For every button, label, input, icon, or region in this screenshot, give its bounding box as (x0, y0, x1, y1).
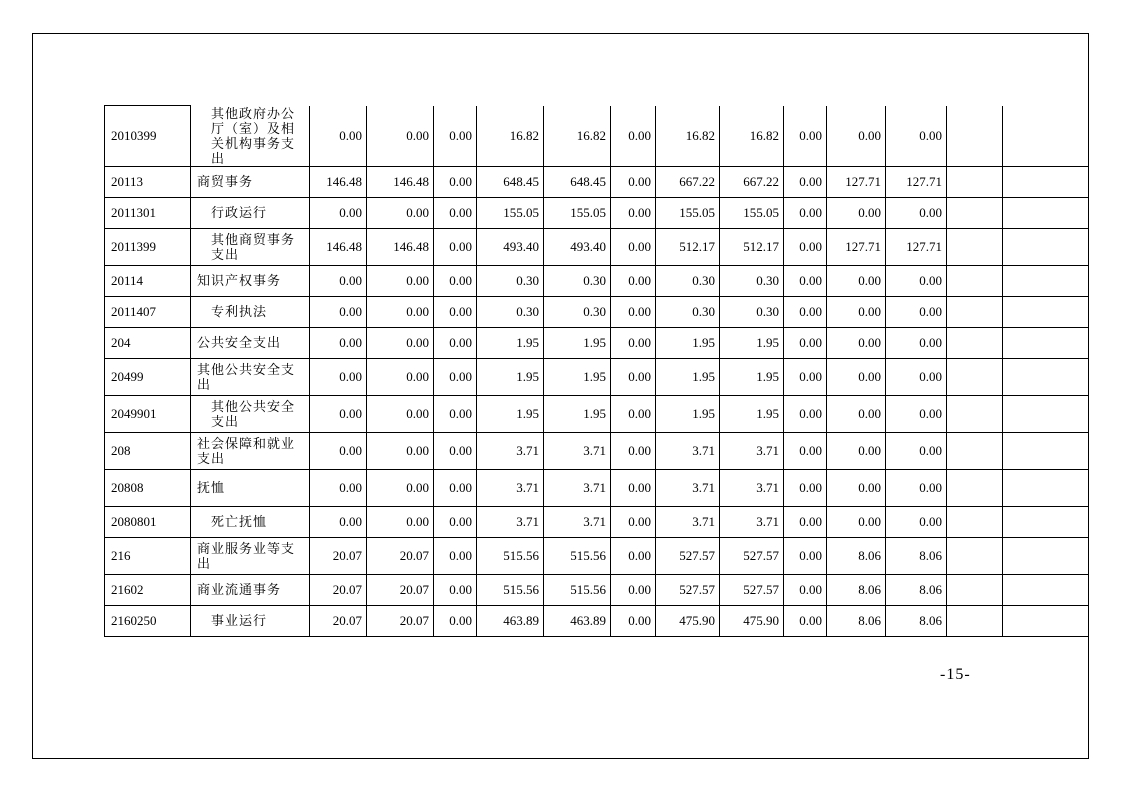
value-cell: 0.30 (656, 265, 720, 296)
value-cell: 0.00 (611, 469, 656, 506)
value-cell: 0.00 (827, 296, 886, 327)
value-cell (947, 106, 1003, 167)
value-cell (1003, 537, 1089, 574)
value-cell: 0.00 (434, 265, 477, 296)
row-name: 社会保障和就业支出 (191, 432, 310, 469)
value-cell (1003, 358, 1089, 395)
row-code: 2011407 (105, 296, 191, 327)
value-cell: 0.00 (310, 395, 367, 432)
value-cell: 0.00 (611, 358, 656, 395)
value-cell: 667.22 (720, 166, 784, 197)
value-cell: 20.07 (310, 574, 367, 605)
value-cell: 0.00 (611, 506, 656, 537)
value-cell (1003, 605, 1089, 636)
value-cell: 0.00 (434, 395, 477, 432)
value-cell: 0.00 (611, 166, 656, 197)
value-cell (1003, 265, 1089, 296)
value-cell: 0.00 (827, 395, 886, 432)
table-row (105, 327, 1089, 358)
value-cell: 0.00 (434, 469, 477, 506)
value-cell: 0.00 (611, 537, 656, 574)
value-cell: 0.00 (784, 358, 827, 395)
value-cell (947, 605, 1003, 636)
table-row (105, 574, 1089, 605)
value-cell: 0.00 (310, 327, 367, 358)
row-name: 其他政府办公厅（室）及相关机构事务支出 (191, 106, 310, 167)
table-row (105, 265, 1089, 296)
table-row (105, 166, 1089, 197)
value-cell: 0.00 (310, 106, 367, 167)
value-cell: 3.71 (544, 506, 611, 537)
value-cell: 3.71 (544, 432, 611, 469)
value-cell (1003, 106, 1089, 167)
row-code: 2011399 (105, 228, 191, 265)
table-row (105, 228, 1089, 265)
value-cell: 1.95 (720, 395, 784, 432)
table-row (105, 358, 1089, 395)
value-cell: 0.00 (367, 432, 434, 469)
row-name: 知识产权事务 (191, 265, 310, 296)
value-cell: 0.00 (434, 228, 477, 265)
row-code: 20808 (105, 469, 191, 506)
value-cell (1003, 296, 1089, 327)
value-cell: 0.00 (310, 265, 367, 296)
value-cell: 146.48 (310, 166, 367, 197)
row-code: 20499 (105, 358, 191, 395)
value-cell: 155.05 (656, 197, 720, 228)
value-cell (947, 197, 1003, 228)
value-cell (1003, 506, 1089, 537)
value-cell: 0.00 (367, 327, 434, 358)
row-code: 2010399 (105, 106, 191, 167)
row-code: 204 (105, 327, 191, 358)
row-name: 其他商贸事务支出 (191, 228, 310, 265)
value-cell: 0.30 (720, 296, 784, 327)
row-name: 行政运行 (191, 197, 310, 228)
value-cell: 16.82 (720, 106, 784, 167)
value-cell: 0.00 (367, 265, 434, 296)
table-row (105, 605, 1089, 636)
budget-table (104, 105, 1089, 637)
value-cell: 0.00 (886, 469, 947, 506)
value-cell: 648.45 (477, 166, 544, 197)
value-cell (947, 469, 1003, 506)
table-row (105, 537, 1089, 574)
value-cell: 0.00 (784, 574, 827, 605)
row-name: 公共安全支出 (191, 327, 310, 358)
value-cell: 3.71 (544, 469, 611, 506)
value-cell: 0.00 (434, 166, 477, 197)
value-cell: 0.00 (784, 106, 827, 167)
value-cell: 3.71 (720, 432, 784, 469)
value-cell: 0.00 (886, 106, 947, 167)
value-cell: 1.95 (477, 327, 544, 358)
value-cell: 475.90 (720, 605, 784, 636)
value-cell: 0.00 (784, 506, 827, 537)
value-cell: 475.90 (656, 605, 720, 636)
table-row (105, 296, 1089, 327)
value-cell (947, 296, 1003, 327)
value-cell: 0.00 (310, 358, 367, 395)
value-cell: 0.00 (886, 197, 947, 228)
value-cell: 155.05 (544, 197, 611, 228)
value-cell (1003, 327, 1089, 358)
value-cell (1003, 574, 1089, 605)
value-cell: 146.48 (367, 228, 434, 265)
value-cell: 3.71 (720, 469, 784, 506)
value-cell (947, 327, 1003, 358)
row-code: 21602 (105, 574, 191, 605)
value-cell: 0.00 (827, 432, 886, 469)
value-cell: 0.30 (477, 296, 544, 327)
value-cell: 527.57 (720, 537, 784, 574)
value-cell: 1.95 (656, 358, 720, 395)
row-name: 其他公共安全支出 (191, 395, 310, 432)
value-cell: 20.07 (367, 574, 434, 605)
value-cell: 20.07 (310, 605, 367, 636)
value-cell: 527.57 (656, 574, 720, 605)
table-row (105, 432, 1089, 469)
value-cell: 527.57 (720, 574, 784, 605)
value-cell: 0.00 (784, 197, 827, 228)
value-cell: 0.00 (434, 106, 477, 167)
table-row (105, 197, 1089, 228)
value-cell: 1.95 (656, 327, 720, 358)
value-cell: 515.56 (477, 574, 544, 605)
value-cell: 155.05 (477, 197, 544, 228)
value-cell: 0.00 (827, 265, 886, 296)
value-cell: 0.00 (367, 106, 434, 167)
value-cell: 0.00 (434, 537, 477, 574)
value-cell: 0.00 (310, 432, 367, 469)
value-cell: 20.07 (367, 537, 434, 574)
value-cell: 493.40 (544, 228, 611, 265)
value-cell: 463.89 (544, 605, 611, 636)
value-cell: 0.00 (434, 574, 477, 605)
value-cell (1003, 395, 1089, 432)
value-cell: 0.00 (367, 296, 434, 327)
value-cell: 0.00 (784, 296, 827, 327)
value-cell: 8.06 (886, 537, 947, 574)
table-row (105, 506, 1089, 537)
value-cell: 3.71 (477, 506, 544, 537)
value-cell: 1.95 (544, 395, 611, 432)
value-cell: 0.00 (367, 395, 434, 432)
row-code: 20113 (105, 166, 191, 197)
row-name: 商贸事务 (191, 166, 310, 197)
value-cell: 527.57 (656, 537, 720, 574)
value-cell: 0.00 (310, 469, 367, 506)
value-cell: 20.07 (310, 537, 367, 574)
value-cell (947, 265, 1003, 296)
value-cell: 493.40 (477, 228, 544, 265)
value-cell (1003, 432, 1089, 469)
value-cell: 127.71 (886, 228, 947, 265)
value-cell: 3.71 (656, 469, 720, 506)
row-name: 其他公共安全支出 (191, 358, 310, 395)
value-cell: 515.56 (544, 537, 611, 574)
value-cell: 0.00 (886, 432, 947, 469)
value-cell (947, 574, 1003, 605)
value-cell: 0.00 (367, 358, 434, 395)
value-cell: 146.48 (310, 228, 367, 265)
value-cell: 0.00 (434, 358, 477, 395)
value-cell: 0.00 (434, 327, 477, 358)
value-cell: 0.00 (611, 395, 656, 432)
value-cell: 0.00 (827, 469, 886, 506)
value-cell: 0.00 (611, 327, 656, 358)
value-cell: 0.00 (434, 605, 477, 636)
value-cell: 0.00 (784, 537, 827, 574)
value-cell (1003, 469, 1089, 506)
row-name: 专利执法 (191, 296, 310, 327)
value-cell (947, 358, 1003, 395)
row-name: 事业运行 (191, 605, 310, 636)
value-cell: 8.06 (827, 537, 886, 574)
row-code: 20114 (105, 265, 191, 296)
value-cell: 16.82 (656, 106, 720, 167)
value-cell: 0.00 (434, 506, 477, 537)
value-cell: 0.00 (611, 197, 656, 228)
value-cell: 0.00 (434, 197, 477, 228)
value-cell: 3.71 (656, 432, 720, 469)
value-cell: 1.95 (477, 358, 544, 395)
value-cell: 3.71 (720, 506, 784, 537)
value-cell: 0.00 (886, 265, 947, 296)
row-code: 2049901 (105, 395, 191, 432)
value-cell: 515.56 (477, 537, 544, 574)
value-cell (947, 432, 1003, 469)
table-row (105, 469, 1089, 506)
value-cell: 127.71 (827, 228, 886, 265)
value-cell: 0.00 (784, 166, 827, 197)
value-cell: 1.95 (656, 395, 720, 432)
value-cell: 0.00 (367, 506, 434, 537)
value-cell: 1.95 (720, 327, 784, 358)
value-cell: 0.30 (544, 265, 611, 296)
table-row (105, 106, 1089, 167)
value-cell: 0.00 (367, 197, 434, 228)
value-cell: 0.00 (827, 106, 886, 167)
value-cell: 0.00 (367, 469, 434, 506)
value-cell: 0.00 (784, 605, 827, 636)
value-cell: 0.00 (886, 296, 947, 327)
page-number: -15- (940, 666, 971, 683)
value-cell: 463.89 (477, 605, 544, 636)
row-name: 商业服务业等支出 (191, 537, 310, 574)
row-code: 2160250 (105, 605, 191, 636)
value-cell: 8.06 (827, 605, 886, 636)
value-cell: 0.00 (611, 296, 656, 327)
value-cell: 0.00 (827, 506, 886, 537)
value-cell: 512.17 (720, 228, 784, 265)
value-cell: 0.30 (544, 296, 611, 327)
value-cell: 146.48 (367, 166, 434, 197)
value-cell: 155.05 (720, 197, 784, 228)
value-cell: 20.07 (367, 605, 434, 636)
value-cell: 0.30 (477, 265, 544, 296)
value-cell: 3.71 (477, 432, 544, 469)
row-code: 2011301 (105, 197, 191, 228)
value-cell: 648.45 (544, 166, 611, 197)
value-cell: 0.00 (611, 574, 656, 605)
value-cell: 0.00 (784, 432, 827, 469)
value-cell: 1.95 (544, 358, 611, 395)
value-cell: 0.00 (886, 395, 947, 432)
value-cell: 0.00 (827, 327, 886, 358)
value-cell: 16.82 (477, 106, 544, 167)
value-cell: 16.82 (544, 106, 611, 167)
value-cell: 1.95 (720, 358, 784, 395)
value-cell: 0.00 (611, 106, 656, 167)
value-cell: 0.00 (611, 605, 656, 636)
value-cell: 0.00 (827, 358, 886, 395)
value-cell: 0.00 (886, 506, 947, 537)
value-cell (1003, 228, 1089, 265)
value-cell: 667.22 (656, 166, 720, 197)
value-cell: 1.95 (544, 327, 611, 358)
value-cell: 515.56 (544, 574, 611, 605)
value-cell (1003, 166, 1089, 197)
value-cell: 0.00 (434, 432, 477, 469)
row-code: 216 (105, 537, 191, 574)
value-cell: 512.17 (656, 228, 720, 265)
value-cell: 127.71 (827, 166, 886, 197)
value-cell: 8.06 (886, 574, 947, 605)
value-cell: 0.00 (784, 327, 827, 358)
value-cell: 0.00 (784, 395, 827, 432)
table-body (105, 106, 1089, 637)
value-cell: 0.00 (827, 197, 886, 228)
value-cell: 0.00 (434, 296, 477, 327)
value-cell (947, 166, 1003, 197)
value-cell: 0.00 (611, 265, 656, 296)
row-code: 2080801 (105, 506, 191, 537)
value-cell: 0.00 (784, 265, 827, 296)
value-cell: 0.00 (784, 228, 827, 265)
value-cell (1003, 197, 1089, 228)
row-code: 208 (105, 432, 191, 469)
value-cell: 0.00 (886, 327, 947, 358)
value-cell (947, 395, 1003, 432)
value-cell: 8.06 (827, 574, 886, 605)
value-cell (947, 228, 1003, 265)
row-name: 抚恤 (191, 469, 310, 506)
value-cell: 0.30 (720, 265, 784, 296)
value-cell: 3.71 (477, 469, 544, 506)
value-cell: 1.95 (477, 395, 544, 432)
value-cell: 0.00 (310, 296, 367, 327)
value-cell: 0.00 (611, 228, 656, 265)
value-cell (947, 506, 1003, 537)
row-name: 死亡抚恤 (191, 506, 310, 537)
value-cell: 0.00 (886, 358, 947, 395)
value-cell: 3.71 (656, 506, 720, 537)
value-cell: 0.30 (656, 296, 720, 327)
row-name: 商业流通事务 (191, 574, 310, 605)
value-cell (947, 537, 1003, 574)
value-cell: 0.00 (611, 432, 656, 469)
value-cell: 0.00 (310, 506, 367, 537)
value-cell: 0.00 (784, 469, 827, 506)
value-cell: 8.06 (886, 605, 947, 636)
value-cell: 0.00 (310, 197, 367, 228)
value-cell: 127.71 (886, 166, 947, 197)
table-row (105, 395, 1089, 432)
